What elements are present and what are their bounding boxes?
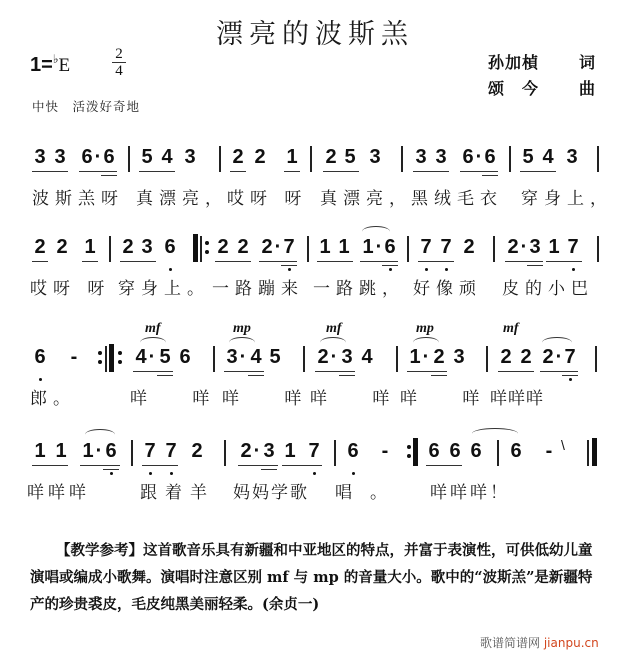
song-title: 漂亮的波斯羔 [216, 19, 414, 50]
lyrics-row: 郎。 咩 咩 咩 咩 咩 咩 咩 咩 咩咩咩 [30, 389, 544, 409]
dynamic-mark: mp [233, 321, 251, 336]
key-signature: 1=♭E [30, 52, 71, 76]
notation-row: 2 2 1 2 3 6 2 2 2 · 7 1 1 1 · 6 7 7 2 2 · 3 1 7 [0, 236, 630, 266]
breath-mark-icon: \ [561, 437, 565, 453]
dynamic-mark: mf [503, 321, 519, 336]
flat-icon: ♭ [52, 52, 59, 66]
teaching-reference-body: 这首歌音乐具有新疆和中亚地区的特点，并富于表演性，可供低幼儿童演唱或编成小歌舞。演唱时注意区别 mf 与 mp 的音量大小。歌中的“波斯羔”是新疆特产的珍贵裘皮，毛皮纯黑美丽轻柔。(余贞一) [30, 542, 593, 613]
credits [488, 50, 596, 102]
notation-row: 3 3 6 · 6 5 4 3 2 2 1 2 5 3 3 3 6 · 6 5 4 3 [0, 146, 630, 176]
tempo-marking: 中快 活泼好奇地 [32, 99, 141, 114]
score-line-3 [0, 321, 630, 409]
lyricist: 孙加楨 词 [488, 53, 596, 72]
lyrics-row: 咩咩咩 跟着羊 妈妈学歌 唱。 咩咩咩！ [27, 483, 510, 503]
dynamic-mark: mf [326, 321, 342, 336]
notation-row: 1 1 1 · 6 7 7 2 2 · 3 1 7 6 - 6 6 6 6 - \ [0, 440, 630, 470]
lyrics-row: 哎呀 呀 穿身上。 一路蹦来 一路跳， 好像顽 皮的小巴 [30, 279, 594, 299]
notation-row: 6 - 4 · 5 6 3 · 4 5 2 · 3 4 1 · 2 3 2 2 2 · 7 [0, 346, 630, 376]
teaching-reference-label: 【教学参考】 [56, 542, 143, 559]
score-line-1 [0, 146, 630, 209]
teaching-reference [30, 537, 605, 618]
score-line-4 [0, 437, 630, 503]
dynamic-mark: mp [416, 321, 434, 336]
lyrics-row: 波斯羔呀 真漂亮， 哎呀 呀 真漂亮， 黑绒毛衣 穿身上， [32, 189, 613, 209]
watermark-url: jianpu.cn [543, 636, 599, 650]
score-line-2 [0, 236, 630, 299]
dynamic-mark: mf [145, 321, 161, 336]
time-signature: 2 4 [112, 47, 126, 78]
site-watermark: 歌谱简谱网 jianpu.cn [480, 636, 599, 650]
composer: 颂 今 曲 [488, 79, 596, 98]
